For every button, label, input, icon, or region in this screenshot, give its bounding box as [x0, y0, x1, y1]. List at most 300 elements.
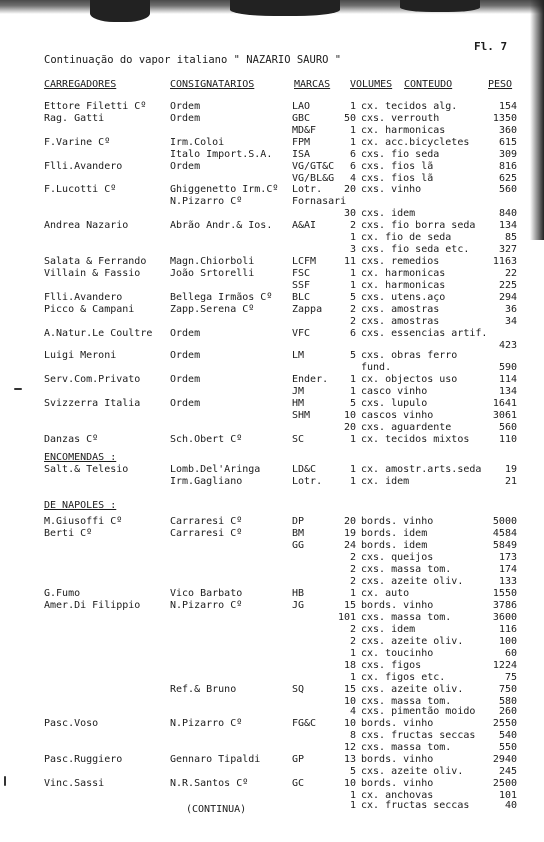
row-weight: 1163	[492, 256, 517, 267]
header-marks: MARCAS	[294, 79, 331, 90]
continuation-note: (CONTINUA)	[186, 804, 247, 815]
row-weight: 173	[498, 552, 517, 563]
row-marks: LM	[292, 350, 305, 361]
row-content: bords. idem	[361, 540, 428, 551]
table-row	[0, 718, 544, 730]
row-volumes: 1	[349, 125, 356, 136]
row-content: cx. objectos uso	[361, 374, 458, 385]
row-marks: LAO	[292, 101, 311, 112]
row-weight: 2500	[492, 778, 517, 789]
table-row	[0, 516, 544, 528]
row-consignee: Ordem	[170, 328, 201, 339]
row-volumes: 1	[349, 137, 356, 148]
table-row	[0, 113, 544, 125]
row-weight: 560	[498, 184, 517, 195]
row-volumes: 1	[349, 476, 356, 487]
row-content: cxs. pimentão moido	[361, 706, 476, 717]
header-sender: CARREGADORES	[44, 79, 117, 90]
row-volumes: 10	[343, 718, 356, 729]
row-weight: 1641	[492, 398, 517, 409]
row-content: cxs. azeite oliv.	[361, 684, 464, 695]
row-volumes: 8	[349, 730, 356, 741]
row-sender: Pasc.Voso	[44, 718, 99, 729]
row-sender: Pasc.Ruggiero	[44, 754, 123, 765]
table-row	[0, 778, 544, 790]
row-content: cx. harmonicas	[361, 268, 446, 279]
row-marks: ISA	[292, 149, 311, 160]
row-weight: 133	[498, 576, 517, 587]
table-row	[0, 588, 544, 600]
row-consignee: Vico Barbato	[170, 588, 243, 599]
row-consignee: Abrão Andr.& Ios.	[170, 220, 273, 231]
row-sender: Amer.Di Filippio	[44, 600, 141, 611]
row-weight: 134	[498, 386, 517, 397]
row-volumes: 3	[349, 244, 356, 255]
row-weight: 134	[498, 220, 517, 231]
table-row	[0, 754, 544, 766]
row-weight: 625	[498, 173, 517, 184]
row-weight: 19	[504, 464, 517, 475]
row-sender: Villain & Fassio	[44, 268, 141, 279]
row-weight: 1550	[492, 588, 517, 599]
row-consignee: Ordem	[170, 374, 201, 385]
table-row	[0, 800, 544, 812]
table-row	[0, 292, 544, 304]
table-row	[0, 196, 544, 208]
row-sender: F.Lucotti Cº	[44, 184, 117, 195]
table-row	[0, 304, 544, 316]
row-volumes: 1	[349, 374, 356, 385]
row-volumes: 10	[343, 696, 356, 707]
row-sender: Vinc.Sassi	[44, 778, 105, 789]
row-volumes: 1	[349, 101, 356, 112]
row-content: cxs. massa tom.	[361, 564, 452, 575]
row-marks: FG&C	[292, 718, 317, 729]
row-consignee: N.Pizarro Cº	[170, 196, 243, 207]
row-content: cxs. remedios	[361, 256, 440, 267]
row-sender: Danzas Cº	[44, 434, 99, 445]
row-weight: 40	[504, 800, 517, 811]
table-row	[0, 386, 544, 398]
table-row	[0, 125, 544, 137]
row-marks: Lotr.	[292, 184, 323, 195]
row-marks: LD&C	[292, 464, 317, 475]
row-content: cxs. verrouth	[361, 113, 440, 124]
row-marks: Zappa	[292, 304, 323, 315]
row-marks: MD&F	[292, 125, 317, 136]
table-row	[0, 316, 544, 328]
row-weight: 22	[504, 268, 517, 279]
row-volumes: 2	[349, 552, 356, 563]
row-weight: 116	[498, 624, 517, 635]
row-content: cx. figos etc.	[361, 672, 446, 683]
row-marks: BM	[292, 528, 305, 539]
row-consignee: Bellega Irmãos Cº	[170, 292, 273, 303]
row-content: cxs. vinho	[361, 184, 422, 195]
row-content: cxs. queijos	[361, 552, 434, 563]
row-weight: 4584	[492, 528, 517, 539]
row-volumes: 2	[349, 316, 356, 327]
table-row	[0, 101, 544, 113]
table-row	[0, 137, 544, 149]
header-volumes: VOLUMES	[350, 79, 393, 90]
row-content: cx. harmonicas	[361, 125, 446, 136]
row-consignee: Ordem	[170, 398, 201, 409]
row-volumes: 15	[343, 684, 356, 695]
table-row	[0, 576, 544, 588]
row-content: cx. fructas seccas	[361, 800, 470, 811]
row-marks: FPM	[292, 137, 311, 148]
row-weight: 294	[498, 292, 517, 303]
document-title: Continuação do vapor italiano " NAZARIO SAURO "	[44, 54, 342, 66]
row-sender: Serv.Com.Privato	[44, 374, 141, 385]
row-weight: 245	[498, 766, 517, 777]
row-volumes: 2	[349, 220, 356, 231]
row-marks: GC	[292, 778, 305, 789]
row-marks: HB	[292, 588, 305, 599]
table-row	[0, 208, 544, 220]
row-volumes: 1	[349, 464, 356, 475]
row-content: bords. vinho	[361, 718, 434, 729]
row-content: cxs. idem	[361, 624, 416, 635]
row-marks: LCFM	[292, 256, 317, 267]
section-heading-napoles: DE NAPOLES :	[44, 500, 117, 511]
row-weight: 550	[498, 742, 517, 753]
header-weight: PESO	[488, 79, 513, 90]
row-consignee: João Srtorelli	[170, 268, 255, 279]
table-row	[0, 184, 544, 196]
row-volumes: 2	[349, 624, 356, 635]
row-weight: 174	[498, 564, 517, 575]
row-content: cxs. amostras	[361, 316, 440, 327]
row-volumes: 1	[349, 588, 356, 599]
row-volumes: 12	[343, 742, 356, 753]
row-weight: 154	[498, 101, 517, 112]
row-content: bords. vinho	[361, 516, 434, 527]
row-content: bords. idem	[361, 528, 428, 539]
row-marks: Fornasari	[292, 196, 347, 207]
table-row	[0, 434, 544, 446]
row-weight: 540	[498, 730, 517, 741]
table-row	[0, 161, 544, 173]
row-content: cxs. massa tom.	[361, 742, 452, 753]
table-row	[0, 410, 544, 422]
scan-blot	[400, 0, 480, 12]
row-consignee: Magn.Chiorboli	[170, 256, 255, 267]
row-volumes: 1	[349, 434, 356, 445]
row-sender: Flli.Avandero	[44, 161, 123, 172]
row-marks: Lotr.	[292, 476, 323, 487]
table-row	[0, 232, 544, 244]
row-content: bords. vinho	[361, 778, 434, 789]
row-weight: 360	[498, 125, 517, 136]
row-volumes: 10	[343, 410, 356, 421]
row-sender: Andrea Nazario	[44, 220, 129, 231]
row-weight: 21	[504, 476, 517, 487]
row-sender: Svizzerra Italia	[44, 398, 141, 409]
row-content: cxs. idem	[361, 208, 416, 219]
row-consignee: Italo Import.S.A.	[170, 149, 273, 160]
row-content: cxs. azeite oliv.	[361, 636, 464, 647]
row-sender: M.Giusoffi Cº	[44, 516, 123, 527]
row-content: cxs. lupulo	[361, 398, 428, 409]
row-weight: 750	[498, 684, 517, 695]
row-weight: 423	[498, 340, 517, 351]
row-sender: Picco & Campani	[44, 304, 135, 315]
row-weight: 101	[498, 790, 517, 801]
row-weight: 1350	[492, 113, 517, 124]
table-row	[0, 660, 544, 672]
row-marks: JM	[292, 386, 305, 397]
row-content: cx. acc.bicycletes	[361, 137, 470, 148]
row-content: cx. fio de seda	[361, 232, 452, 243]
row-volumes: 1	[349, 790, 356, 801]
table-row	[0, 540, 544, 552]
row-weight: 114	[498, 374, 517, 385]
row-consignee: Carraresi Cº	[170, 516, 243, 527]
row-volumes: 4	[349, 173, 356, 184]
row-consignee: Ordem	[170, 113, 201, 124]
row-content: cx. auto	[361, 588, 410, 599]
table-row	[0, 476, 544, 488]
row-sender: Salata & Ferrando	[44, 256, 147, 267]
table-row	[0, 350, 544, 362]
table-row	[0, 612, 544, 624]
row-content: cxs. fios lã	[361, 173, 434, 184]
table-row	[0, 398, 544, 410]
table-row	[0, 564, 544, 576]
table-row	[0, 742, 544, 754]
table-row	[0, 244, 544, 256]
row-sender: Luigi Meroni	[44, 350, 117, 361]
row-weight: 2940	[492, 754, 517, 765]
row-content: cxs. fructas seccas	[361, 730, 476, 741]
row-marks: SSF	[292, 280, 311, 291]
row-consignee: Zapp.Serena Cº	[170, 304, 255, 315]
table-row	[0, 600, 544, 612]
row-content: cx. tecidos alg.	[361, 101, 458, 112]
row-marks: GG	[292, 540, 305, 551]
row-volumes: 2	[349, 304, 356, 315]
row-content: cx. tecidos mixtos	[361, 434, 470, 445]
row-marks: FSC	[292, 268, 311, 279]
row-volumes: 5	[349, 398, 356, 409]
row-content: cxs. amostras	[361, 304, 440, 315]
row-volumes: 6	[349, 161, 356, 172]
row-weight: 225	[498, 280, 517, 291]
scan-blot	[230, 0, 340, 16]
row-marks: HM	[292, 398, 305, 409]
table-row	[0, 280, 544, 292]
row-volumes: 30	[343, 208, 356, 219]
row-marks: DP	[292, 516, 305, 527]
row-content: bords. vinho	[361, 600, 434, 611]
row-volumes: 2	[349, 576, 356, 587]
row-content: cx. harmonicas	[361, 280, 446, 291]
row-content: cascos vinho	[361, 410, 434, 421]
table-row	[0, 328, 544, 340]
row-volumes: 1	[349, 672, 356, 683]
row-content: cx. anchovas	[361, 790, 434, 801]
row-volumes: 5	[349, 766, 356, 777]
row-weight: 36	[504, 304, 517, 315]
row-volumes: 1	[349, 268, 356, 279]
row-marks: VG/GT&C	[292, 161, 335, 172]
row-weight: 100	[498, 636, 517, 647]
row-content: cxs. figos	[361, 660, 422, 671]
table-row	[0, 528, 544, 540]
table-row	[0, 624, 544, 636]
row-consignee: N.R.Santos Cº	[170, 778, 249, 789]
row-weight: 260	[498, 706, 517, 717]
row-content: cx. idem	[361, 476, 410, 487]
row-content: cxs. massa tom.	[361, 612, 452, 623]
row-weight: 840	[498, 208, 517, 219]
row-volumes: 19	[343, 528, 356, 539]
table-row	[0, 149, 544, 161]
row-marks: VFC	[292, 328, 311, 339]
row-volumes: 2	[349, 636, 356, 647]
row-sender: Rag. Gatti	[44, 113, 105, 124]
row-weight: 2550	[492, 718, 517, 729]
row-volumes: 5	[349, 350, 356, 361]
row-sender: A.Natur.Le Coultre	[44, 328, 153, 339]
row-volumes: 10	[343, 778, 356, 789]
row-volumes: 4	[349, 706, 356, 717]
row-sender: Flli.Avandero	[44, 292, 123, 303]
row-content: cx. amostr.arts.seda	[361, 464, 482, 475]
row-volumes: 1	[349, 800, 356, 811]
row-marks: GBC	[292, 113, 311, 124]
row-consignee: Ghiggenetto Irm.Cº	[170, 184, 279, 195]
row-sender: Salt.& Telesio	[44, 464, 129, 475]
row-volumes: 1	[349, 280, 356, 291]
row-content: cxs. azeite oliv.	[361, 766, 464, 777]
row-consignee: Irm.Coloi	[170, 137, 225, 148]
row-sender: G.Fumo	[44, 588, 81, 599]
row-weight: 85	[504, 232, 517, 243]
row-volumes: 20	[343, 516, 356, 527]
row-weight: 1224	[492, 660, 517, 671]
table-row	[0, 220, 544, 232]
row-marks: GP	[292, 754, 305, 765]
row-consignee: Carraresi Cº	[170, 528, 243, 539]
row-weight: 34	[504, 316, 517, 327]
row-weight: 110	[498, 434, 517, 445]
table-row	[0, 422, 544, 434]
row-consignee: N.Pizarro Cº	[170, 718, 243, 729]
table-row	[0, 706, 544, 718]
row-consignee: Gennaro Tipaldi	[170, 754, 261, 765]
row-content: cxs. fio seda	[361, 149, 440, 160]
row-consignee: Sch.Obert Cº	[170, 434, 243, 445]
table-row	[0, 730, 544, 742]
table-row	[0, 268, 544, 280]
row-volumes: 6	[349, 328, 356, 339]
row-weight: 75	[504, 672, 517, 683]
row-marks: BLC	[292, 292, 311, 303]
row-volumes: 20	[343, 422, 356, 433]
row-weight: 60	[504, 648, 517, 659]
row-weight: 560	[498, 422, 517, 433]
row-weight: 327	[498, 244, 517, 255]
row-content: cxs. aguardente	[361, 422, 452, 433]
row-volumes: 13	[343, 754, 356, 765]
row-weight: 5849	[492, 540, 517, 551]
row-content: cxs. utens.aço	[361, 292, 446, 303]
page-number: Fl. 7	[474, 40, 508, 53]
row-volumes: 1	[349, 232, 356, 243]
row-volumes: 101	[337, 612, 356, 623]
row-weight: 3600	[492, 612, 517, 623]
table-row	[0, 374, 544, 386]
row-content: casco vinho	[361, 386, 428, 397]
row-marks: SQ	[292, 684, 305, 695]
row-sender: Berti Cº	[44, 528, 93, 539]
row-consignee: Ref.& Bruno	[170, 684, 237, 695]
row-weight: 580	[498, 696, 517, 707]
row-consignee: Irm.Gagliano	[170, 476, 243, 487]
row-content: cx. toucinho	[361, 648, 434, 659]
scan-blot	[90, 0, 150, 22]
row-sender: Ettore Filetti Cº	[44, 101, 147, 112]
row-consignee: Ordem	[170, 101, 201, 112]
table-row	[0, 464, 544, 476]
row-marks: SC	[292, 434, 305, 445]
row-marks: VG/BL&G	[292, 173, 335, 184]
table-row	[0, 766, 544, 778]
row-content: cxs. massa tom.	[361, 696, 452, 707]
table-row	[0, 552, 544, 564]
row-consignee: Ordem	[170, 350, 201, 361]
row-volumes: 15	[343, 600, 356, 611]
table-row	[0, 636, 544, 648]
row-volumes: 20	[343, 184, 356, 195]
row-marks: A&AI	[292, 220, 317, 231]
row-content: cxs. essencias artif.	[361, 328, 488, 339]
row-marks: JG	[292, 600, 305, 611]
table-row	[0, 362, 544, 374]
row-content: cxs. fio borra seda	[361, 220, 476, 231]
table-row	[0, 684, 544, 696]
row-volumes: 6	[349, 149, 356, 160]
row-weight: 309	[498, 149, 517, 160]
row-weight: 816	[498, 161, 517, 172]
row-weight: 3061	[492, 410, 517, 421]
row-volumes: 2	[349, 564, 356, 575]
row-weight: 590	[498, 362, 517, 373]
row-volumes: 18	[343, 660, 356, 671]
row-content: cxs. fios lã	[361, 161, 434, 172]
table-row	[0, 648, 544, 660]
row-volumes: 1	[349, 648, 356, 659]
table-row	[0, 256, 544, 268]
row-weight: 615	[498, 137, 517, 148]
row-weight: 3786	[492, 600, 517, 611]
row-volumes: 24	[343, 540, 356, 551]
row-content: bords. vinho	[361, 754, 434, 765]
table-row	[0, 672, 544, 684]
row-content: fund.	[361, 362, 392, 373]
row-volumes: 1	[349, 386, 356, 397]
row-sender: F.Varine Cº	[44, 137, 111, 148]
row-volumes: 5	[349, 292, 356, 303]
row-consignee: Ordem	[170, 161, 201, 172]
row-consignee: Lomb.Del'Aringa	[170, 464, 261, 475]
row-volumes: 50	[343, 113, 356, 124]
row-consignee: N.Pizarro Cº	[170, 600, 243, 611]
row-marks: SHM	[292, 410, 311, 421]
